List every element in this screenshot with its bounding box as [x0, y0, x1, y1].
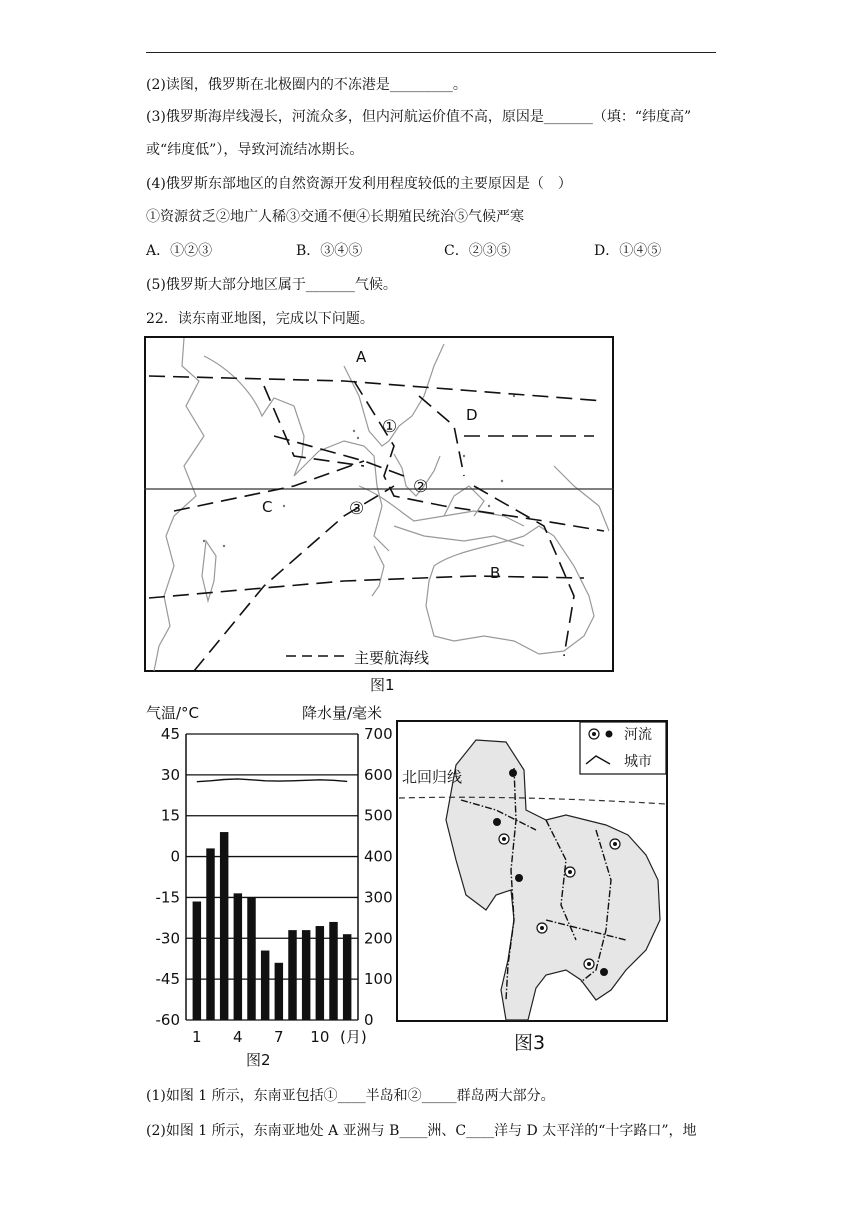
city-dot-1 — [509, 769, 517, 777]
precip-bar — [206, 848, 214, 1020]
fig1-label-archipelago: ② — [413, 477, 429, 497]
question-2: (2)读图，俄罗斯在北极圈内的不冻港是_________。 — [146, 77, 467, 93]
question-4-items: ①资源贫乏②地广人稀③交通不便④长期殖民统治⑤气候严寒 — [146, 209, 524, 225]
question-1-bottom: (1)如图 1 所示，东南亚包括①____半岛和②_____群岛两大部分。 — [146, 1088, 555, 1104]
chart-right-tick-label: 700 — [364, 725, 393, 743]
chart-left-axis-title: 气温/°C — [146, 704, 200, 722]
chart-left-tick-label: -45 — [155, 970, 180, 989]
question-4: (4)俄罗斯东部地区的自然资源开发利用程度较低的主要原因是（ ） — [146, 176, 572, 192]
precip-bar — [329, 922, 337, 1020]
fig1-label-d: D — [466, 406, 478, 424]
option-a: A．①②③ — [146, 243, 213, 259]
figure2-caption: 图2 — [246, 1051, 271, 1069]
chart-x-tick-label: 10 — [310, 1028, 330, 1046]
chart-left-tick-label: 30 — [160, 765, 180, 784]
precip-bar — [343, 934, 351, 1020]
temperature-line — [197, 779, 347, 782]
chart-right-tick-label: 400 — [364, 847, 393, 866]
chart-x-tick-label: 1 — [192, 1028, 202, 1046]
fig3-legend-city-label: 城市 — [624, 754, 652, 770]
option-d: D．①④⑤ — [594, 243, 662, 259]
precip-bar — [220, 832, 228, 1020]
precip-bar — [234, 893, 242, 1020]
chart-left-tick-label: -15 — [155, 888, 180, 907]
chart-left-tick-label: 45 — [160, 725, 180, 743]
question-2-bottom: (2)如图 1 所示，东南亚地处 A 亚洲与 B____洲、C____洋与 D 太平洋的“十字路口”，地 — [146, 1123, 697, 1139]
city-dot-3 — [515, 874, 523, 882]
chart-right-tick-label: 600 — [364, 765, 393, 784]
fig3-legend-river-label: 河流 — [624, 727, 652, 743]
precip-bar — [302, 930, 310, 1020]
chart-x-tick-label: 4 — [233, 1028, 243, 1046]
chart-right-axis-title: 降水量/毫米 — [302, 704, 383, 722]
question-3-line2: 或“纬度低”），导致河流结冰期长。 — [146, 142, 364, 158]
fig1-label-b: B — [490, 564, 501, 582]
precip-bar — [193, 902, 201, 1020]
figure3-caption: 图3 — [514, 1032, 546, 1054]
option-c: C．②③⑤ — [444, 243, 511, 259]
fig1-label-peninsula: ① — [382, 417, 398, 437]
chart-right-tick-label: 500 — [364, 806, 393, 825]
figure1-caption: 图1 — [370, 676, 395, 694]
figure3-map — [396, 720, 668, 1022]
fig1-legend-label: 主要航海线 — [354, 649, 430, 667]
chart-left-tick-label: -30 — [155, 929, 180, 948]
figure2-climate-chart — [144, 698, 394, 1046]
chart-right-tick-label: 100 — [364, 970, 393, 989]
precip-bar — [316, 926, 324, 1020]
header-rule — [146, 52, 716, 53]
chart-x-tick-label: 7 — [274, 1028, 284, 1046]
chart-left-tick-label: 0 — [170, 847, 180, 866]
chart-left-tick-label: 15 — [160, 806, 180, 825]
precip-bar — [275, 963, 283, 1020]
question-22-title: 22．读东南亚地图，完成以下问题。 — [146, 311, 374, 327]
option-b: B．③④⑤ — [296, 243, 363, 259]
chart-right-tick-label: 300 — [364, 888, 393, 907]
chart-left-tick-label: -60 — [155, 1011, 180, 1029]
chart-right-tick-label: 200 — [364, 929, 393, 948]
fig1-label-ocean-route: ③ — [349, 499, 365, 519]
precip-bar — [261, 951, 269, 1020]
city-dot-4 — [600, 968, 608, 976]
city-dot-2 — [493, 818, 501, 826]
precip-bar — [288, 930, 296, 1020]
chart-right-tick-label: 0 — [364, 1011, 374, 1029]
figure1-map — [144, 336, 614, 672]
fig1-label-c: C — [262, 498, 273, 516]
question-3-line1: (3)俄罗斯海岸线漫长，河流众多，但内河航运价值不高，原因是_______（填：“纬度高” — [146, 109, 692, 125]
precip-bar — [247, 897, 255, 1020]
chart-month-unit: (月) — [340, 1028, 367, 1046]
fig1-label-a: A — [356, 348, 367, 366]
question-5: (5)俄罗斯大部分地区属于_______气候。 — [146, 277, 397, 293]
tropic-of-cancer-label: 北回归线 — [402, 768, 463, 786]
